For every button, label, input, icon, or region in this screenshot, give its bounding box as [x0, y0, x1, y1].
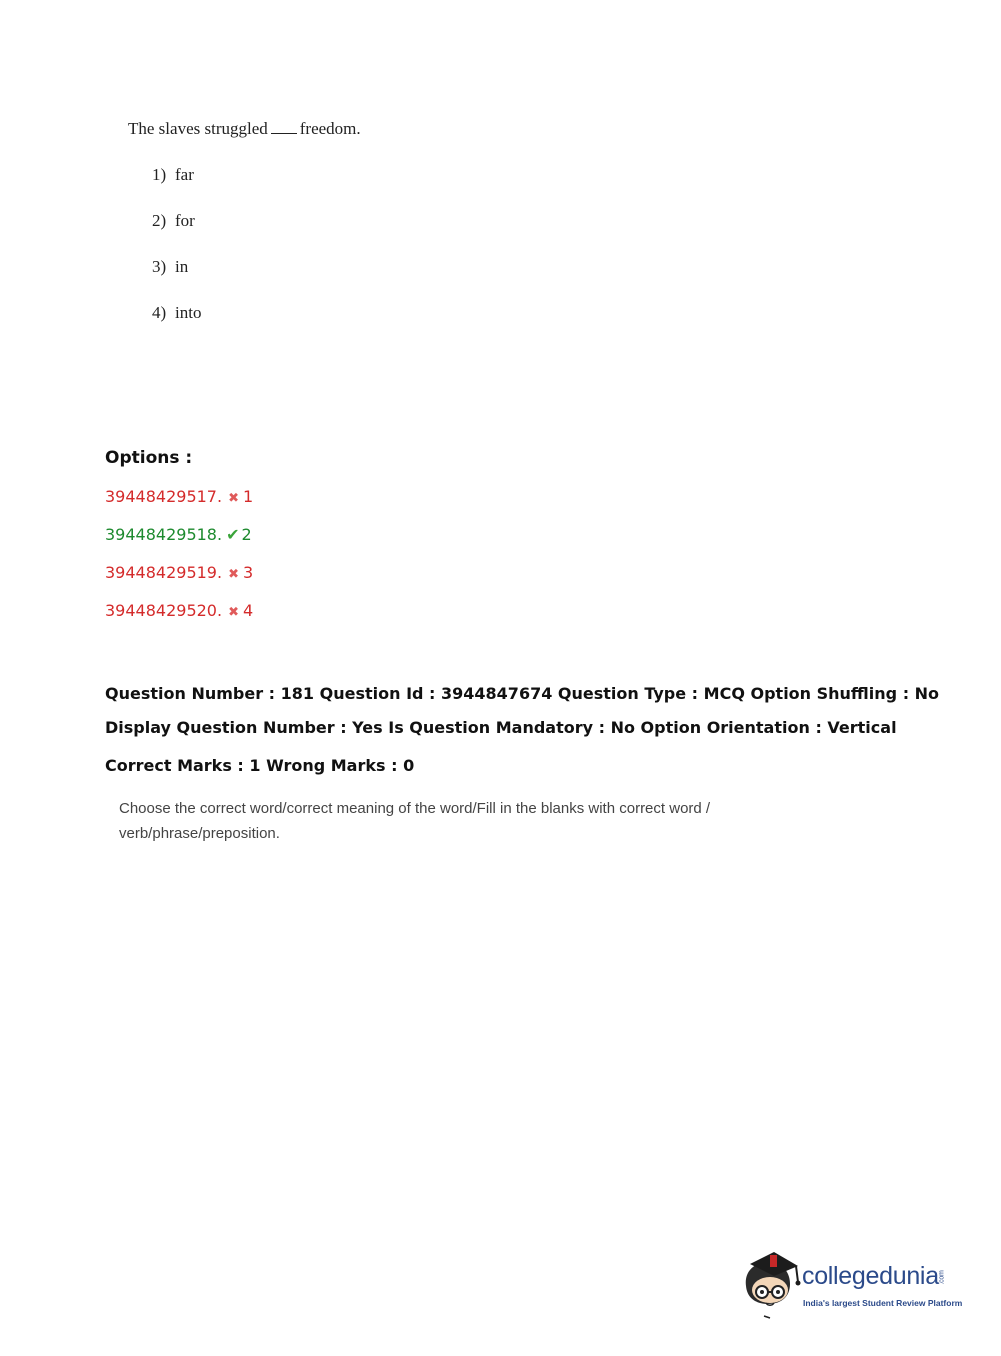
options-heading: Options : — [105, 448, 193, 468]
brand-suffix: .com — [938, 1270, 946, 1285]
answer-option-label: 1 — [242, 487, 254, 506]
instruction-line-1: Choose the correct word/correct meaning of the word/Fill in the blanks with correct word / — [119, 800, 711, 817]
check-icon: ✔ — [226, 525, 240, 544]
brand-name: collegedunia.com — [802, 1262, 946, 1290]
question-option-3: 3) in — [152, 257, 189, 276]
answer-option-id: 39448429517. — [105, 487, 223, 506]
question-option-1: 1) far — [152, 165, 194, 184]
answer-option-1 — [105, 486, 253, 510]
question-instruction — [119, 796, 739, 846]
answer-option-2 — [105, 524, 252, 546]
brand-tagline: India's largest Student Review Platform — [803, 1298, 963, 1308]
answer-option-id: 39448429518. — [105, 525, 223, 544]
question-stem — [128, 117, 361, 141]
collegedunia-logo — [740, 1250, 970, 1320]
question-stem-start: The slaves struggled — [128, 119, 268, 138]
cross-icon: ✖ — [228, 567, 239, 582]
question-meta-line-3: Correct Marks : 1 Wrong Marks : 0 — [105, 756, 415, 775]
answer-option-label: 2 — [241, 525, 252, 544]
cross-icon: ✖ — [228, 605, 239, 620]
question-stem-end: freedom. — [299, 119, 361, 138]
question-meta-line-1: Question Number : 181 Question Id : 3944847674 Question Type : MCQ Option Shuffling : No — [105, 684, 940, 703]
cross-icon: ✖ — [228, 491, 239, 506]
question-image — [128, 117, 361, 322]
answer-option-label: 3 — [242, 563, 254, 582]
question-blank — [271, 119, 297, 134]
answer-option-3 — [105, 562, 253, 586]
question-option-2: 2) for — [152, 211, 195, 230]
mascot-icon — [740, 1250, 802, 1320]
question-option-4: 4) into — [152, 303, 202, 322]
answer-option-id: 39448429519. — [105, 563, 223, 582]
answer-option-4 — [105, 600, 253, 624]
instruction-line-2: verb/phrase/preposition. — [119, 825, 280, 842]
question-meta-line-2: Display Question Number : Yes Is Question Mandatory : No Option Orientation : Vertical — [105, 718, 897, 737]
answer-option-id: 39448429520. — [105, 601, 223, 620]
answer-option-label: 4 — [242, 601, 254, 620]
